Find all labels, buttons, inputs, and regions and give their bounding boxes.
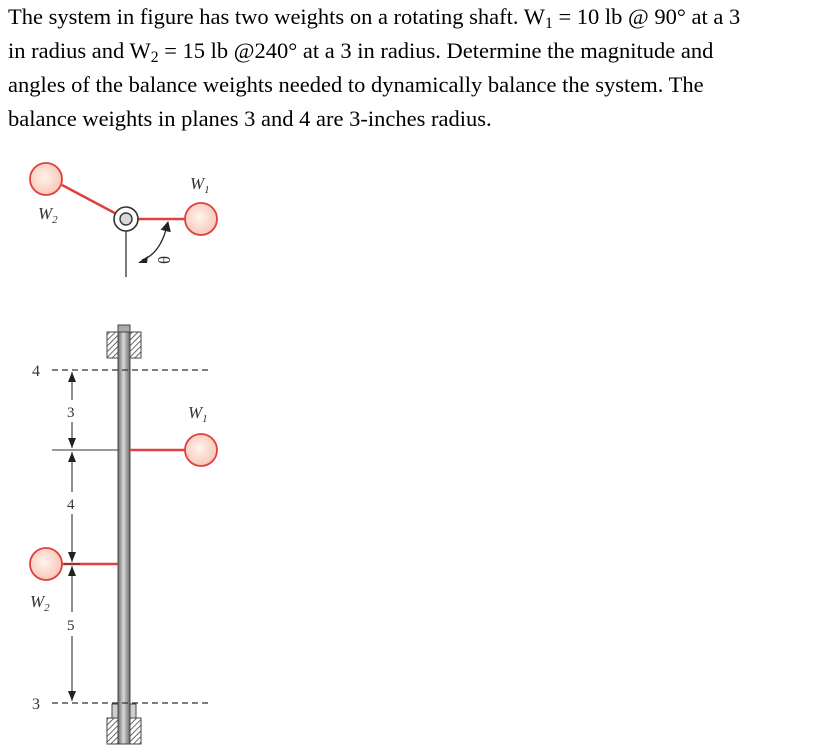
problem-line-1: The system in figure has two weights on a rotating shaft. $W_1 = 10$ lb @ 90° at a 3: [8, 4, 741, 32]
w2-weight-side: [30, 548, 62, 580]
w1-weight-side: [185, 434, 217, 466]
problem-line-3: angles of the balance weights needed to dynamically balance the system. The: [8, 72, 704, 97]
side-view: [30, 325, 217, 744]
w2-weight-end: [30, 163, 62, 195]
dimension-3: [67, 372, 76, 448]
w2-label-end: $W_2$: [38, 204, 58, 226]
w2-label-side: $W_2$: [30, 592, 50, 614]
dim-5-label: 5: [67, 618, 75, 634]
dim-4-label: 4: [67, 497, 75, 513]
end-view: [30, 163, 217, 277]
w1-weight-end: [185, 203, 217, 235]
w1-label-end: $W_1$: [190, 174, 210, 196]
theta-label: θ: [155, 255, 174, 264]
dim-3-label: 3: [67, 405, 75, 421]
problem-line-2: in radius and $W_2 = 15$ lb @240° at a 3 in radius. Determine the magnitude and: [8, 38, 714, 66]
problem-line-4: balance weights in planes 3 and 4 are 3-inches radius.: [8, 106, 492, 131]
theta-arrow: [142, 226, 167, 260]
shaft: [118, 332, 130, 744]
w1-label-side: $W_1$: [188, 403, 208, 425]
dimension-4: [67, 452, 76, 562]
plane-4-label: 4: [32, 363, 40, 380]
dimension-5: [67, 566, 76, 701]
plane-3-label: 3: [32, 696, 40, 713]
shaft-center: [120, 213, 132, 225]
